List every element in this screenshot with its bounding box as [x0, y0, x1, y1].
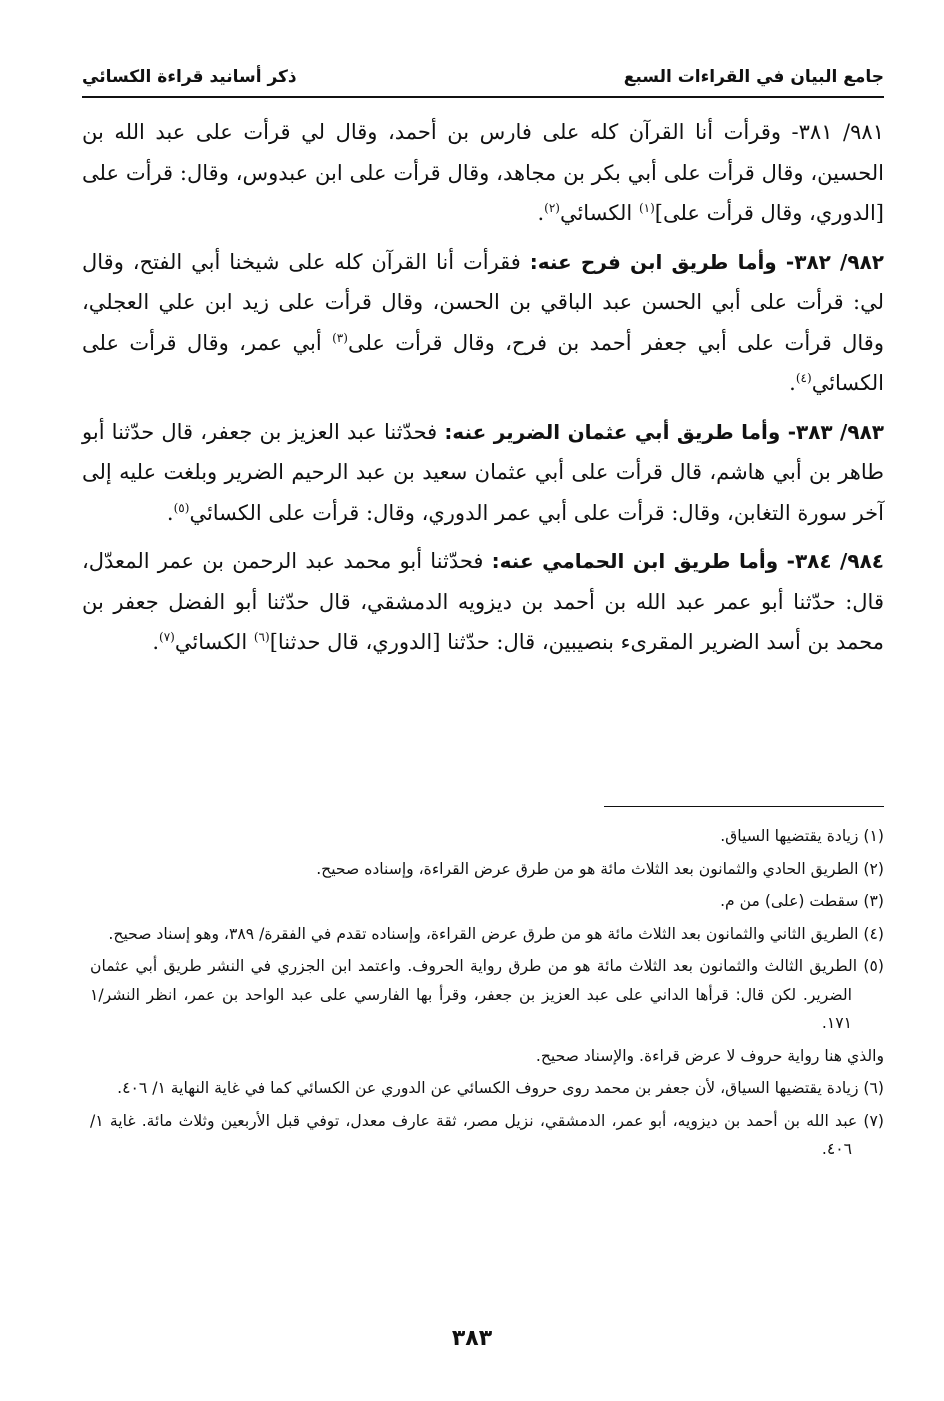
footnote-ref: (٦): [253, 630, 270, 644]
footnote-ref: (٧): [159, 630, 175, 644]
paragraph-text: الكسائي: [559, 201, 639, 225]
footnote-ref: (٤): [795, 371, 812, 385]
footnote-1: (١) زيادة يقتضيها السياق.: [720, 827, 884, 845]
paragraph-text: .: [789, 371, 796, 395]
paragraph-lead: ٩٨٣/ ٣٨٣- وأما طريق أبي عثمان الضرير عنه:: [444, 419, 884, 444]
footnote-4: (٤) الطريق الثاني والثمانون بعد الثلاث مائة هو من طرق عرض القراءة، وإسناده تقدم في الفقرة/ ٣٨٩، وهو إسناد صحيح.: [108, 924, 884, 943]
footnote-6: (٦) زيادة يقتضيها السياق، لأن جعفر بن محمد روى حروف الكسائي عن الدوري عن الكسائي كما في غاية النهاية ١/ ٤٠٦.: [117, 1079, 884, 1097]
footnotes: [90, 822, 884, 1168]
footnote-ref: (٥): [173, 500, 190, 515]
paragraph-982: [82, 242, 884, 404]
paragraph-981: [82, 112, 884, 234]
paragraph-lead: ٩٨٢/ ٣٨٢- وأما طريق ابن فرح عنه:: [529, 249, 884, 274]
paragraph-984: [82, 541, 884, 663]
header-divider: [82, 96, 884, 98]
paragraph-text: فحدّثنا أبو محمد عبد الرحمن بن عمر المعدّل، قال: حدّثنا أبو عمر عبد الله بن أحمد بن ديزويه الدمشقي، قال حدّثنا أبو الفضل جعفر بن محمد بن أسد الضرير المقرىء بنصيبين، قال: حدّثنا [الدوري، قال حدثنا]: [82, 549, 884, 654]
main-text: [82, 112, 884, 671]
footnote-2: (٢) الطريق الحادي والثمانون بعد الثلاث مائة هو من طرق عرض القراءة، وإسناده صحيح.: [316, 859, 884, 878]
footnote-5: (٥) الطريق الثالث والثمانون بعد الثلاث مائة هو من طرق رواية الحروف. واعتمد ابن الجزري في النشر طريق أبي عثمان الضرير. لكن قال: قرأها الداني على عبد العزيز بن جعفر، وقرأ بها الفارسي على عبد الواحد بن عمر، انظر النشر/١ ١٧١.: [90, 957, 884, 1032]
paragraph-983: [82, 412, 884, 534]
footnote-ref: (٣): [332, 330, 348, 345]
paragraph-text: فقرأت أنا القرآن كله على شيخنا أبي الفتح، وقال لي: قرأت على أبي الحسن عبد الباقي بن الحسن، وقال قرأت على زيد ابن علي العجلي، وقال قرأت على أبي جعفر أحمد بن فرح، وقال قرأت على: [82, 249, 884, 355]
paragraph-text: أبي عمر، وقال قرأت على الكسائي: [82, 330, 884, 395]
chapter-title: ذكر أسانيد قراءة الكسائي: [82, 67, 297, 87]
footnote-7: (٧) عبد الله بن أحمد بن ديزويه، أبو عمر، الدمشقي، نزيل مصر، ثقة عارف معدل، توفي قبل الأربعين وثلاث مائة. غاية ١/ ٤٠٦.: [90, 1111, 884, 1158]
page-number: ٣٨٣: [451, 1326, 493, 1351]
paragraph-text: فحدّثنا عبد العزيز بن جعفر، قال حدّثنا أبو طاهر بن أبي هاشم، قال قرأت على أبي عثمان سعيد بن عبد الرحيم الضرير وبلغت عليه إلى آخر سورة التغابن، وقال: قرأت على أبي عمر الدوري، وقال: قرأت على الكسائي: [82, 419, 884, 525]
running-header: [82, 60, 884, 94]
footnote-divider: [604, 806, 884, 807]
paragraph-text: .: [537, 201, 545, 225]
footnote-ref: (٢): [544, 201, 560, 215]
paragraph-text: .: [166, 500, 174, 525]
footnote-ref: (١): [638, 201, 655, 215]
footnote-5-continuation: والذي هنا رواية حروف لا عرض قراءة. والإسناد صحيح.: [535, 1046, 884, 1065]
paragraph-text: ٩٨١/ ٣٨١- وقرأت أنا القرآن كله على فارس بن أحمد، وقال لي قرأت على عبد الله بن الحسين، وقال قرأت على أبي بكر بن مجاهد، وقال قرأت على ابن عبدوس، وقال: قرأت على [الدوري، وقال قرأت على]: [82, 120, 884, 225]
paragraph-text: .: [152, 630, 160, 654]
paragraph-text: الكسائي: [174, 630, 254, 654]
paragraph-lead: ٩٨٤/ ٣٨٤- وأما طريق ابن الحمامي عنه:: [491, 549, 884, 573]
footnote-3: (٣) سقطت (على) من م.: [720, 892, 884, 910]
book-title: جامع البيان في القراءات السبع: [623, 67, 884, 87]
